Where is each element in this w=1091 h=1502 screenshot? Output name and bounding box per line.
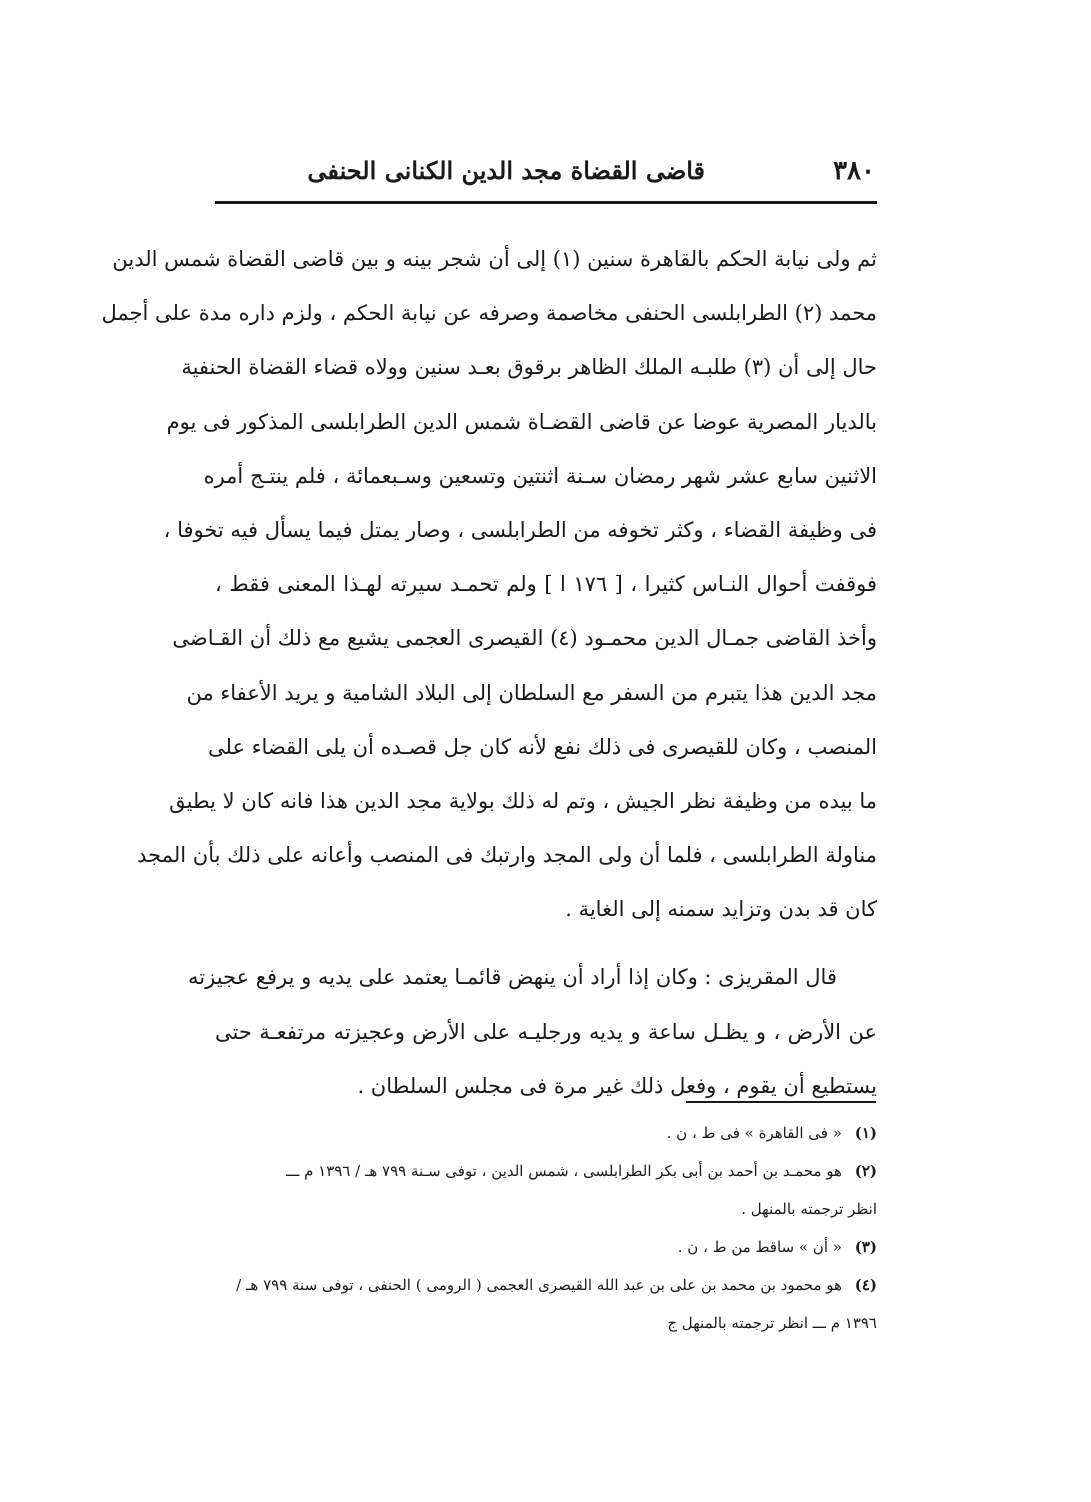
- footnote-text: هو محمود بن محمد بن على بن عبد الله القيصرى العجمى ( الرومى ) الحنفى ، توفى سنة ٧٩٩ هـ /: [236, 1276, 842, 1294]
- text-line: ما بيده من وظيفة نظر الجيش ، وتم له ذلك بولاية مجد الدين هذا فانه كان لا يطيق: [169, 788, 877, 813]
- text-line: وأخذ القاضى جمـال الدين محمـود (٤) القيصرى العجمى يشيع مع ذلك أن القـاضى: [172, 626, 877, 651]
- footnote-continuation: [215, 1304, 877, 1342]
- footnote: [215, 1152, 877, 1190]
- text-line: فوقفت أحوال النـاس كثيرا ، [ ١٧٦ ا ] ولم تحمـد سيرته لهـذا المعنى فقط ،: [215, 572, 878, 597]
- main-text: [101, 232, 878, 1113]
- footnote-number: (٣): [854, 1238, 877, 1256]
- footnote-number: (٢): [854, 1162, 877, 1180]
- text-line: قال المقريزى : وكان إذا أراد أن ينهض قائمـا يعتمد على يديه و يرفع عجيزته: [188, 965, 837, 990]
- page-number: ٣٨٠: [833, 156, 875, 186]
- page-header: [215, 150, 875, 200]
- text-line: ثم ولى نيابة الحكم بالقاهرة سنين (١) إلى أن شجر بينه و بين قاضى القضاة شمس الدين: [112, 247, 877, 271]
- footnote-number: (٤): [854, 1276, 877, 1294]
- text-line: محمد (٢) الطرابلسى الحنفى مخاصمة وصرفه عن نيابة الحكم ، ولزم داره مدة على أجمل: [101, 301, 877, 326]
- text-line: مناولة الطرابلسى ، فلما أن ولى المجد وارتبك فى المنصب وأعانه على ذلك بأن المجد: [137, 843, 877, 868]
- footnote: [215, 1228, 877, 1266]
- footnote-continuation: [215, 1190, 877, 1228]
- text-line: المنصب ، وكان للقيصرى فى ذلك نفع لأنه كان جل قصـده أن يلى القضاء على: [207, 734, 877, 759]
- footnote-text: انظر ترجمته بالمنهل .: [741, 1200, 877, 1218]
- footnote-text: « فى القاهرة » فى ط ، ن .: [666, 1124, 842, 1142]
- text-line: كان قد بدن وتزايد سمنه إلى الغاية .: [565, 897, 877, 922]
- text-line: حال إلى أن (٣) طلبـه الملك الظاهر برقوق بعـد سنين وولاه قضاء القضاة الحنفية: [181, 355, 877, 380]
- footnote-text: هو محمـد بن أحمد بن أبى بكر الطرابلسى ، شمس الدين ، توفى سـنة ٧٩٩ هـ / ١٣٩٦ م ـــ: [286, 1162, 842, 1180]
- footnote-text: ١٣٩٦ م ـــ انظر ترجمته بالمنهل ج: [667, 1314, 877, 1332]
- footnote-number: (١): [854, 1124, 877, 1142]
- footnote: [215, 1266, 877, 1304]
- running-title: قاضى القضاة مجد الدين الكنانى الحنفى: [307, 156, 705, 185]
- text-line: عن الأرض ، و يظـل ساعة و يديه ورجليـه على الأرض وعجيزته مرتفعـة حتى: [215, 1019, 877, 1044]
- text-line: فى وظيفة القضاء ، وكثر تخوفه من الطرابلسى ، وصار يمتل فيما يسأل فيه تخوفا ،: [163, 517, 877, 542]
- footnotes: [215, 1114, 877, 1342]
- paragraph-gap: [215, 936, 877, 950]
- footnote-text: « أن » ساقط من ط ، ن .: [677, 1238, 842, 1256]
- footnote: [215, 1114, 877, 1152]
- text-line: بالديار المصرية عوضا عن قاضى القضـاة شمس الدين الطرابلسى المذكور فى يوم: [166, 409, 877, 434]
- footnote-rule: [686, 1101, 876, 1103]
- text-line: الاثنين سابع عشر شهر رمضان سـنة اثنتين وتسعين وسـبعمائة ، فلم ينتـج أمره: [203, 463, 877, 488]
- text-line: مجد الدين هذا يتبرم من السفر مع السلطان إلى البلاد الشامية و يريد الأعفاء من: [186, 680, 877, 705]
- text-line: يستطيع أن يقوم ، وفعل ذلك غير مرة فى مجلس السلطان .: [357, 1073, 877, 1098]
- header-rule: [215, 201, 877, 204]
